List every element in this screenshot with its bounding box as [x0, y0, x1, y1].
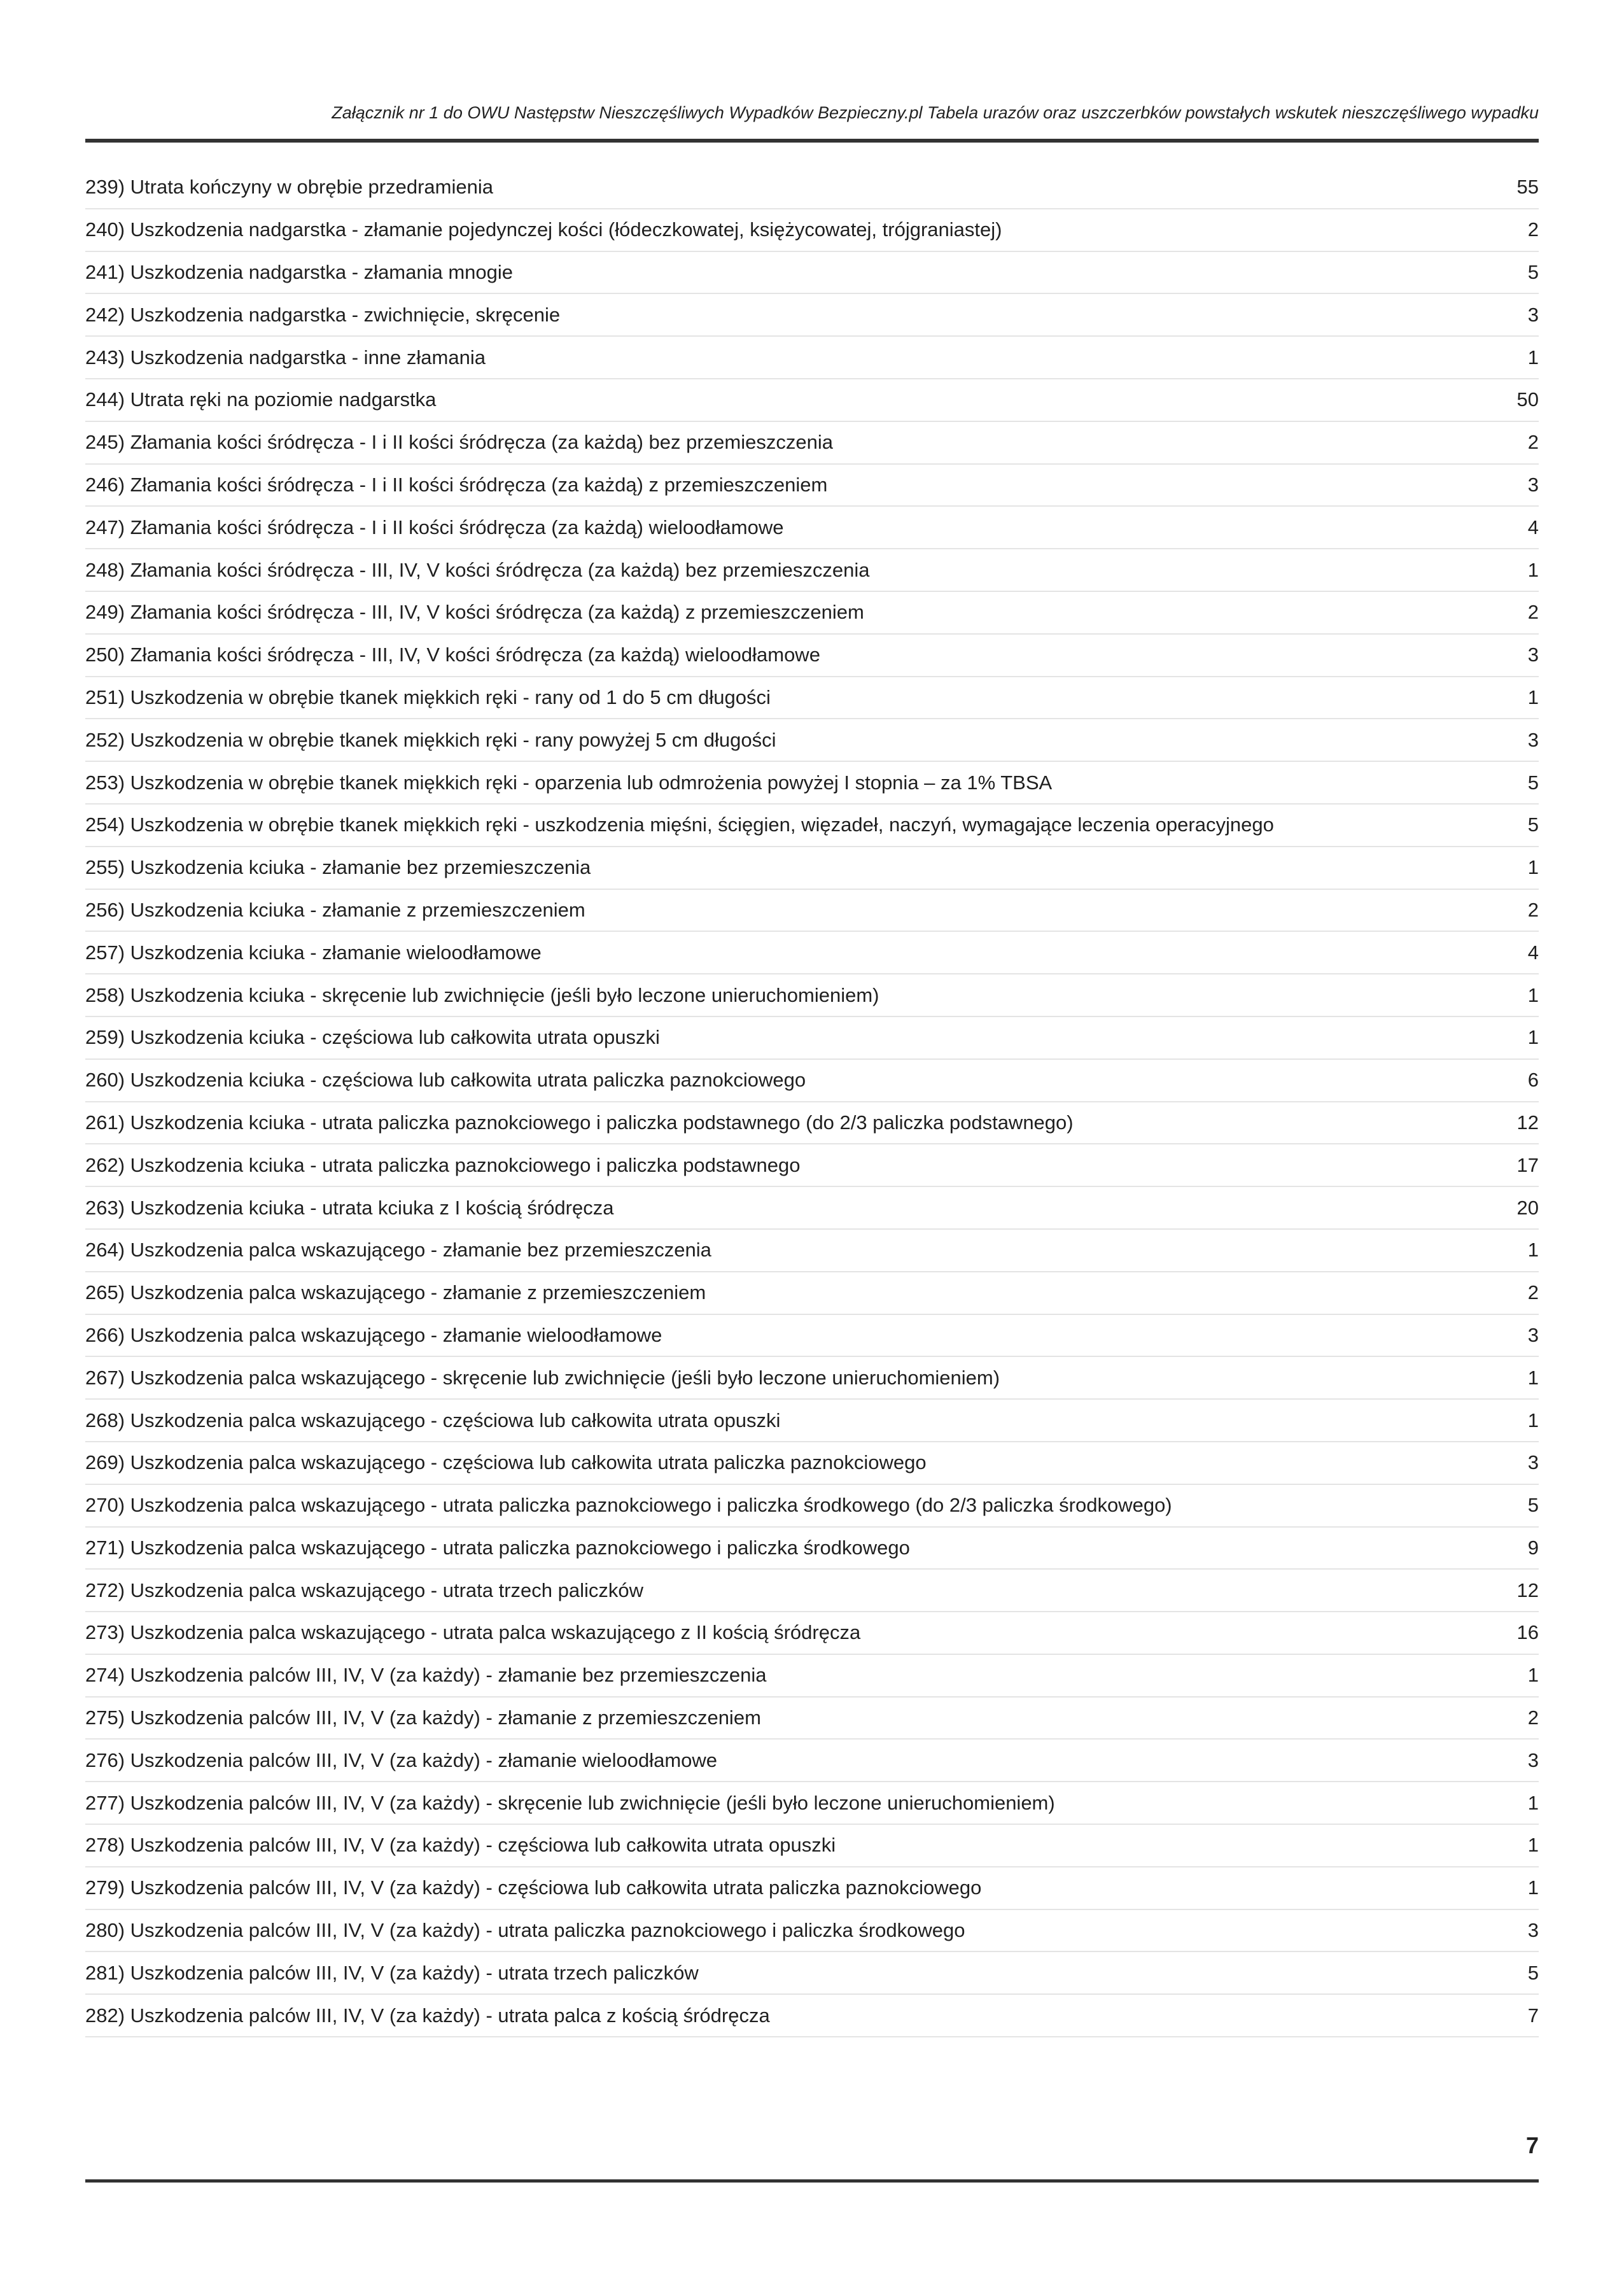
injury-description: 272) Uszkodzenia palca wskazującego - utrata trzech paliczków [85, 1578, 644, 1601]
injury-percentage: 5 [1527, 1494, 1539, 1517]
injury-description: 281) Uszkodzenia palców III, IV, V (za każdy) - utrata trzech paliczków [85, 1961, 699, 1984]
injury-description: 266) Uszkodzenia palca wskazującego - złamanie wieloodłamowe [85, 1323, 662, 1346]
injury-description: 267) Uszkodzenia palca wskazującego - skręcenie lub zwichnięcie (jeśli było leczone unieruchomieniem) [85, 1366, 1000, 1389]
table-row [85, 805, 1539, 847]
table-row [85, 1698, 1539, 1740]
table-row [85, 1867, 1539, 1910]
injury-description: 244) Utrata ręki na poziomie nadgarstka [85, 388, 437, 411]
injury-percentage: 2 [1527, 218, 1539, 241]
injury-description: 262) Uszkodzenia kciuka - utrata paliczka paznokciowego i paliczka podstawnego [85, 1153, 801, 1176]
table-row [85, 1315, 1539, 1358]
injury-description: 259) Uszkodzenia kciuka - częściowa lub całkowita utrata opuszki [85, 1026, 660, 1049]
injury-percentage: 1 [1527, 1834, 1539, 1857]
page-number: 7 [1525, 2132, 1539, 2158]
injury-description: 248) Złamania kości śródręcza - III, IV, V kości śródręcza (za każdą) bez przemieszczenia [85, 558, 870, 581]
table-row [85, 337, 1539, 379]
table-row [85, 1017, 1539, 1060]
table-row [85, 1570, 1539, 1612]
injury-description: 240) Uszkodzenia nadgarstka - złamanie pojedynczej kości (łódeczkowatej, księżycowatej, trójgraniastej) [85, 218, 1002, 241]
injury-description: 249) Złamania kości śródręcza - III, IV, V kości śródręcza (za każdą) z przemieszczeniem [85, 601, 864, 624]
table-row [85, 1528, 1539, 1570]
table-row [85, 1655, 1539, 1698]
injury-percentage: 2 [1527, 1281, 1539, 1304]
table-row [85, 592, 1539, 635]
table-row [85, 1612, 1539, 1655]
injury-percentage: 50 [1516, 388, 1539, 411]
injury-description: 273) Uszkodzenia palca wskazującego - utrata palca wskazującego z II kością śródręcza [85, 1621, 861, 1644]
table-row [85, 1740, 1539, 1782]
injury-percentage: 3 [1527, 643, 1539, 666]
injury-percentage: 1 [1527, 983, 1539, 1006]
injury-percentage: 7 [1527, 2004, 1539, 2027]
injury-description: 246) Złamania kości śródręcza - I i II kości śródręcza (za każdą) z przemieszczeniem [85, 473, 828, 496]
injury-description: 252) Uszkodzenia w obrębie tkanek miękkich ręki - rany powyżej 5 cm długości [85, 728, 776, 751]
injury-percentage: 12 [1516, 1111, 1539, 1134]
injury-description: 257) Uszkodzenia kciuka - złamanie wieloodłamowe [85, 941, 542, 964]
table-row [85, 422, 1539, 465]
injury-percentage: 1 [1527, 1664, 1539, 1687]
injury-percentage: 3 [1527, 1323, 1539, 1346]
injury-description: 282) Uszkodzenia palców III, IV, V (za każdy) - utrata palca z kością śródręcza [85, 2004, 770, 2027]
table-row [85, 1060, 1539, 1102]
injury-percentage: 55 [1516, 176, 1539, 199]
injury-description: 247) Złamania kości śródręcza - I i II kości śródręcza (za każdą) wieloodłamowe [85, 516, 784, 538]
injury-description: 255) Uszkodzenia kciuka - złamanie bez przemieszczenia [85, 856, 591, 879]
injury-percentage: 1 [1527, 1791, 1539, 1814]
injury-percentage: 2 [1527, 898, 1539, 921]
injury-percentage: 4 [1527, 516, 1539, 538]
table-row [85, 465, 1539, 507]
injury-percentage: 4 [1527, 941, 1539, 964]
injury-description: 263) Uszkodzenia kciuka - utrata kciuka z I kością śródręcza [85, 1196, 614, 1219]
injury-percentage: 1 [1527, 686, 1539, 708]
table-row [85, 932, 1539, 974]
table-row [85, 209, 1539, 252]
injury-percentage: 1 [1527, 1026, 1539, 1049]
injury-percentage: 1 [1527, 1366, 1539, 1389]
injury-description: 278) Uszkodzenia palców III, IV, V (za każdy) - częściowa lub całkowita utrata opuszki [85, 1834, 836, 1857]
injury-description: 241) Uszkodzenia nadgarstka - złamania mnogie [85, 260, 514, 283]
table-row [85, 1910, 1539, 1953]
injury-percentage: 1 [1527, 1239, 1539, 1262]
injury-description: 275) Uszkodzenia palców III, IV, V (za każdy) - złamanie z przemieszczeniem [85, 1706, 761, 1729]
table-row [85, 294, 1539, 337]
table-row [85, 1272, 1539, 1315]
table-row [85, 1357, 1539, 1400]
injury-percentage: 3 [1527, 1919, 1539, 1942]
injury-description: 261) Uszkodzenia kciuka - utrata paliczka paznokciowego i paliczka podstawnego (do 2/3 paliczka podstawnego) [85, 1111, 1074, 1134]
injury-description: 274) Uszkodzenia palców III, IV, V (za każdy) - złamanie bez przemieszczenia [85, 1664, 767, 1687]
injury-percentage: 5 [1527, 1961, 1539, 1984]
injury-description: 250) Złamania kości śródręcza - III, IV, V kości śródręcza (za każdą) wieloodłamowe [85, 643, 820, 666]
injury-description: 265) Uszkodzenia palca wskazującego - złamanie z przemieszczeniem [85, 1281, 706, 1304]
injury-description: 251) Uszkodzenia w obrębie tkanek miękkich ręki - rany od 1 do 5 cm długości [85, 686, 771, 708]
injury-percentage: 9 [1527, 1536, 1539, 1559]
table-row [85, 1952, 1539, 1995]
injury-percentage: 6 [1527, 1069, 1539, 1092]
table-row [85, 1825, 1539, 1867]
table-row [85, 1782, 1539, 1825]
injury-description: 242) Uszkodzenia nadgarstka - zwichnięcie, skręcenie [85, 303, 561, 326]
table-row [85, 719, 1539, 762]
page-header-title: Załącznik nr 1 do OWU Następstw Nieszczęśliwych Wypadków Bezpieczny.pl Tabela urazów oraz uszczerbków powstałych wskutek nieszczęśliwego wypadku [332, 103, 1539, 122]
injury-description: 253) Uszkodzenia w obrębie tkanek miękkich ręki - oparzenia lub odmrożenia powyżej I stopnia – za 1% TBSA [85, 771, 1053, 794]
injury-percentage: 1 [1527, 346, 1539, 369]
table-row [85, 1102, 1539, 1145]
injury-description: 268) Uszkodzenia palca wskazującego - częściowa lub całkowita utrata opuszki [85, 1409, 781, 1431]
injury-description: 256) Uszkodzenia kciuka - złamanie z przemieszczeniem [85, 898, 585, 921]
injury-percentage: 1 [1527, 1409, 1539, 1431]
injury-description: 260) Uszkodzenia kciuka - częściowa lub całkowita utrata paliczka paznokciowego [85, 1069, 806, 1092]
injury-description: 245) Złamania kości śródręcza - I i II kości śródręcza (za każdą) bez przemieszczenia [85, 431, 833, 454]
injury-percentage: 20 [1516, 1196, 1539, 1219]
table-row [85, 635, 1539, 677]
injury-description: 254) Uszkodzenia w obrębie tkanek miękkich ręki - uszkodzenia mięśni, ścięgien, więzadeł, naczyń, wymagające leczenia operacyjnego [85, 813, 1274, 836]
injury-description: 270) Uszkodzenia palca wskazującego - utrata paliczka paznokciowego i paliczka środkowego (do 2/3 paliczka środkowego) [85, 1494, 1172, 1517]
table-row [85, 890, 1539, 932]
table-row [85, 762, 1539, 805]
injury-percentage: 5 [1527, 771, 1539, 794]
footer-divider [85, 2179, 1539, 2183]
injury-percentage: 5 [1527, 813, 1539, 836]
injury-percentage: 3 [1527, 1748, 1539, 1771]
injury-percentage: 12 [1516, 1578, 1539, 1601]
injury-description: 277) Uszkodzenia palców III, IV, V (za każdy) - skręcenie lub zwichnięcie (jeśli było leczone unieruchomieniem) [85, 1791, 1055, 1814]
injury-description: 239) Utrata kończyny w obrębie przedramienia [85, 176, 493, 199]
injury-description: 243) Uszkodzenia nadgarstka - inne złamania [85, 346, 486, 369]
injury-percentage: 1 [1527, 558, 1539, 581]
table-row [85, 1442, 1539, 1485]
injury-description: 271) Uszkodzenia palca wskazującego - utrata paliczka paznokciowego i paliczka środkowego [85, 1536, 910, 1559]
table-row [85, 507, 1539, 549]
table-row [85, 1187, 1539, 1230]
injury-percentage: 3 [1527, 1451, 1539, 1474]
table-row [85, 974, 1539, 1017]
table-row [85, 1400, 1539, 1442]
table-row [85, 1230, 1539, 1272]
injury-percentage: 16 [1516, 1621, 1539, 1644]
injury-percentage: 2 [1527, 1706, 1539, 1729]
table-row [85, 252, 1539, 295]
injury-description: 258) Uszkodzenia kciuka - skręcenie lub zwichnięcie (jeśli było leczone unieruchomieniem) [85, 983, 879, 1006]
table-row [85, 379, 1539, 422]
injury-percentage: 3 [1527, 473, 1539, 496]
injury-table [85, 167, 1539, 2037]
injury-description: 269) Uszkodzenia palca wskazującego - częściowa lub całkowita utrata paliczka paznokciowego [85, 1451, 927, 1474]
injury-percentage: 17 [1516, 1153, 1539, 1176]
injury-description: 280) Uszkodzenia palców III, IV, V (za każdy) - utrata paliczka paznokciowego i paliczka środkowego [85, 1919, 965, 1942]
injury-percentage: 2 [1527, 431, 1539, 454]
table-row [85, 677, 1539, 720]
injury-description: 279) Uszkodzenia palców III, IV, V (za każdy) - częściowa lub całkowita utrata paliczka paznokciowego [85, 1876, 982, 1899]
injury-percentage: 3 [1527, 728, 1539, 751]
injury-percentage: 1 [1527, 1876, 1539, 1899]
table-row [85, 549, 1539, 592]
injury-percentage: 3 [1527, 303, 1539, 326]
table-row [85, 847, 1539, 890]
table-row [85, 1995, 1539, 2037]
injury-percentage: 1 [1527, 856, 1539, 879]
injury-percentage: 5 [1527, 260, 1539, 283]
table-row [85, 1144, 1539, 1187]
table-row [85, 1485, 1539, 1528]
header-divider [85, 139, 1539, 143]
table-row [85, 167, 1539, 209]
injury-percentage: 2 [1527, 601, 1539, 624]
injury-description: 276) Uszkodzenia palców III, IV, V (za każdy) - złamanie wieloodłamowe [85, 1748, 718, 1771]
injury-description: 264) Uszkodzenia palca wskazującego - złamanie bez przemieszczenia [85, 1239, 711, 1262]
